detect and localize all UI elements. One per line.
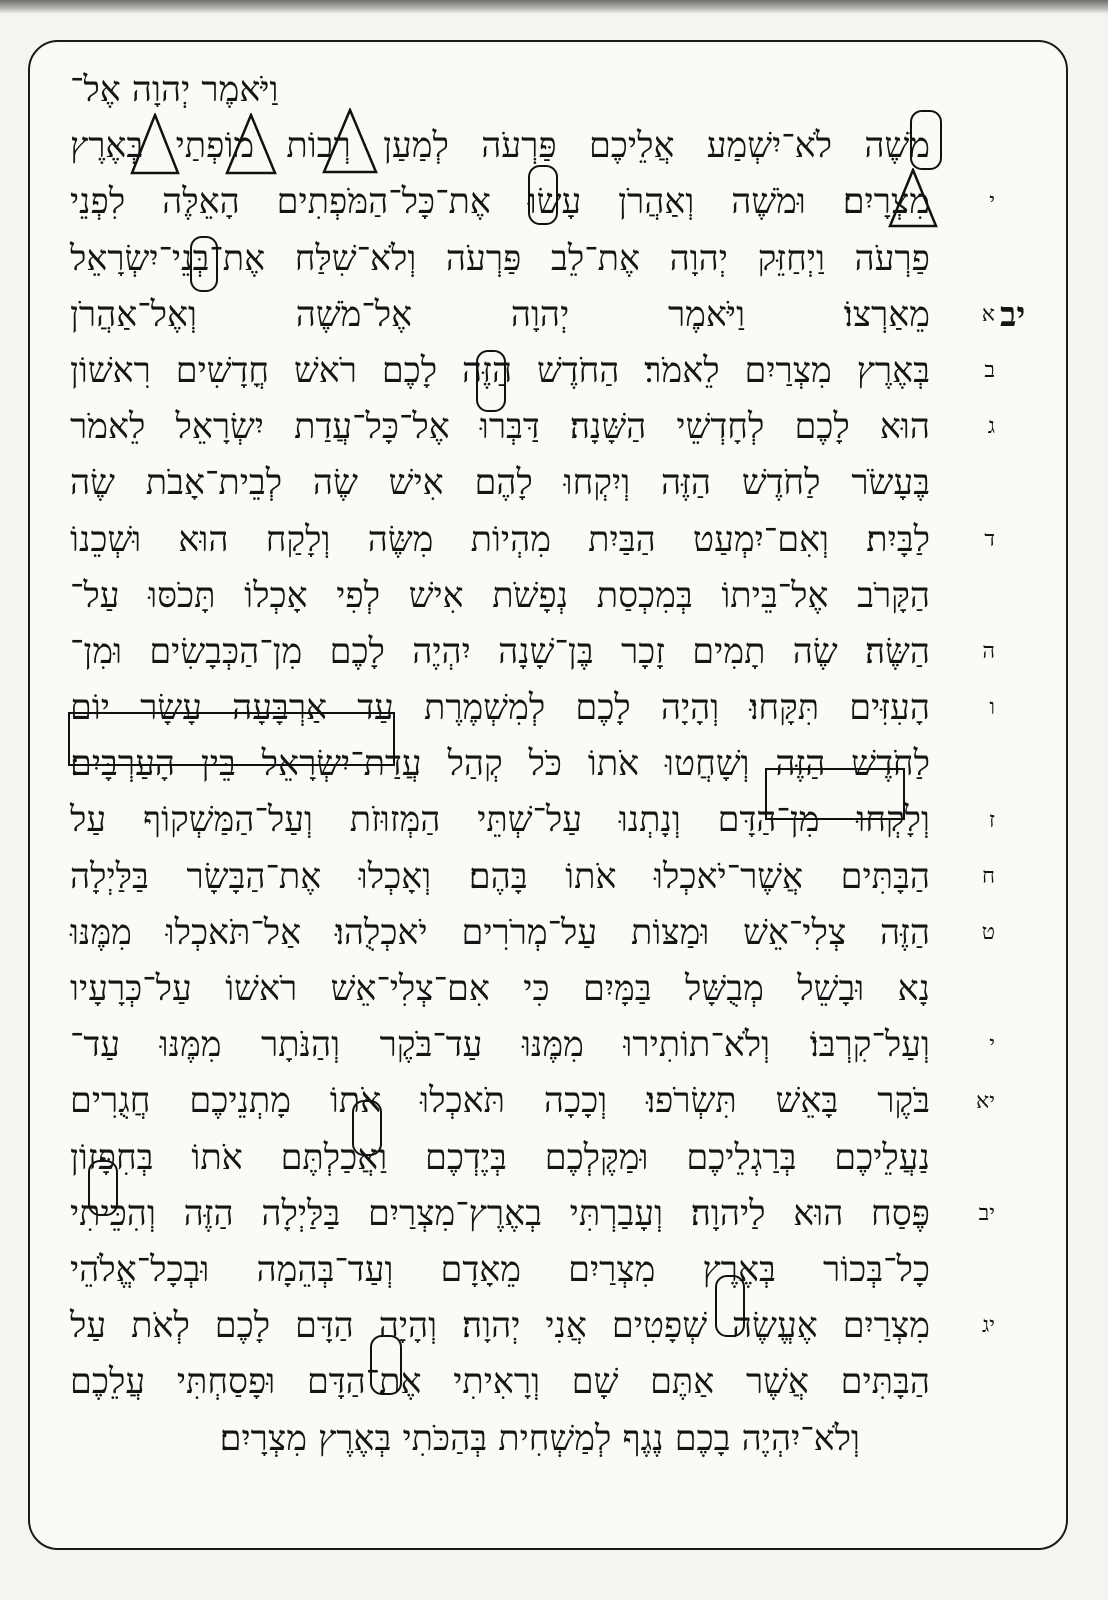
verse-number: יג	[981, 1313, 995, 1339]
circle-mark	[352, 1100, 382, 1156]
text-line: נַעֲלֵיכֶם בְּרַגְלֵיכֶם וּמַקֶּלְכֶם בְּיֶדְכֶם וַאֲכַלְתֶּם אֹתוֹ בְּחִפָּזוֹן	[70, 1137, 930, 1178]
text-line: הָעִזִּים תִּקָּחוּ׃ וְהָיָה לָכֶם לְמִשְׁמֶרֶת עַד אַרְבָּעָה עָשָׂר יוֹם	[70, 688, 930, 729]
text-line: הַבָּתִּים אֲשֶׁר־יֹאכְלוּ אֹתוֹ בָּהֶם׃ וְאָכְלוּ אֶת־הַבָּשָׂר בַּלַּיְלָה	[70, 856, 930, 897]
text-line: נָא וּבָשֵׁל מְבֻשָּׁל בַּמָּיִם כִּי אִם־צְלִי־אֵשׁ רֹאשׁוֹ עַל־כְּרָעָיו	[70, 969, 930, 1009]
text-line: מֹשֶׁה לֹא־יִשְׁמַע אֲלֵיכֶם פַּרְעֹה לְמַעַן רְבוֹת מוֹפְתַי בְּאֶרֶץ	[70, 126, 930, 167]
verse-number: ד	[984, 526, 995, 552]
verse-number: ו	[989, 695, 995, 721]
triangle-mark	[322, 108, 378, 174]
triangle-mark	[888, 168, 938, 228]
box-mark	[765, 768, 905, 820]
text-line: לַבָּיִת׃ וְאִם־יִמְעַט הַבַּיִת מִהְיוֹת מִשֶּׂה וְלָקַח הוּא וּשְׁכֵנוֹ	[70, 519, 930, 560]
verse-number: ח	[981, 863, 995, 889]
triangle-mark	[130, 113, 180, 175]
text-line: לַחֹדֶשׁ הַזֶּה וְשָׁחֲטוּ אֹתוֹ כֹּל קְהַל עֲדַת־יִשְׂרָאֵל בֵּין הָעַרְבָּיִם׃	[70, 744, 930, 785]
text-line: הַשֶּׂה׃ שֶׂה תָמִים זָכָר בֶּן־שָׁנָה יִהְיֶה לָכֶם מִן־הַכְּבָשִׂים וּמִן־	[70, 631, 930, 672]
verse-number: ג	[987, 414, 995, 440]
chapter-number: יב	[1000, 295, 1026, 335]
text-line: וְעַל־קִרְבּוֹ׃ וְלֹא־תוֹתִירוּ מִמֶּנּוּ עַד־בֹּקֶר וְהַנֹּתָר מִמֶּנּוּ עַד־	[70, 1025, 930, 1066]
circle-mark	[190, 236, 218, 292]
circle-mark	[528, 165, 558, 225]
text-line	[70, 62, 930, 118]
circle-mark	[88, 1160, 118, 1216]
verse-number: ז	[988, 807, 995, 833]
verse-number: יא	[976, 1088, 995, 1114]
text-line: כָל־בְּכוֹר בְּאֶרֶץ מִצְרַיִם מֵאָדָם וְעַד־בְּהֵמָה וּבְכָל־אֱלֹהֵי	[70, 1249, 930, 1290]
triangle-mark	[225, 113, 277, 175]
text-line: מִצְרַיִם אֶעֱשֶׂה שְׁפָטִים אֲנִי יְהוָה׃ וְהָיָה הַדָּם לָכֶם לְאֹת עַל	[70, 1306, 930, 1347]
text-line: הַקָּרֹב אֶל־בֵּיתוֹ בְּמִכְסַת נְפָשֹׁת אִישׁ לְפִי אָכְלוֹ תָּכֹסּוּ עַל־	[70, 575, 930, 616]
scan-edge	[0, 0, 1108, 14]
verse-number: ב	[984, 358, 995, 383]
text-line: וְלֹא־יִהְיֶה בָכֶם נֶגֶף לְמַשְׁחִית בְּהַכֹּתִי בְּאֶרֶץ מִצְרָיִם׃	[219, 1418, 860, 1459]
text-line: הַבָּתִּים אֲשֶׁר אַתֶּם שָׁם וְרָאִיתִי אֶת־הַדָּם וּפָסַחְתִּי עֲלֵכֶם	[70, 1362, 930, 1403]
text-line: בֹּקֶר בָּאֵשׁ תִּשְׂרֹפוּ׃ וְכָכָה תֹּאכְלוּ אֹתוֹ מָתְנֵיכֶם חֲגֻרִים	[70, 1081, 930, 1122]
verse-number: ה	[982, 639, 995, 664]
line-text: וַיֹּאמֶר יְהוָה אֶל־	[70, 70, 279, 110]
text-line: פֶּסַח הוּא לַיהוָה׃ וְעָבַרְתִּי בְאֶרֶץ־מִצְרַיִם בַּלַּיְלָה הַזֶּה וְהִכֵּיתִי	[70, 1193, 930, 1234]
circle-mark	[476, 350, 506, 412]
text-line: הַזֶּה צְלִי־אֵשׁ וּמַצּוֹת עַל־מְרֹרִים יֹאכְלֻהוּ׃ אַל־תֹּאכְלוּ מִמֶּנּוּ	[70, 912, 930, 953]
text-line: הוּא לָכֶם לְחָדְשֵׁי הַשָּׁנָה׃ דַּבְּרוּ אֶל־כָּל־עֲדַת יִשְׂרָאֵל לֵאמֹר	[70, 407, 930, 448]
verse-number: יב	[978, 1201, 995, 1226]
text-line: וְלָקְחוּ מִן־הַדָּם וְנָתְנוּ עַל־שְׁתֵּי הַמְּזוּזֹת וְעַל־הַמַּשְׁקוֹף עַל	[70, 800, 930, 841]
text-line: בֶּעָשֹׂר לַחֹדֶשׁ הַזֶּה וְיִקְחוּ לָהֶם אִישׁ שֶׂה לְבֵית־אָבֹת שֶׂה	[70, 463, 930, 504]
circle-mark	[715, 1275, 745, 1337]
verse-number: י	[989, 189, 995, 215]
text-line: מֵאַרְצוֹ׃ וַיֹּאמֶר יְהוָה אֶל־מֹשֶׁה וְאֶל־אַהֲרֹן	[70, 294, 930, 335]
text-line: פַרְעֹה וַיְחַזֵּק יְהוָה אֶת־לֵב פַּרְעֹה וְלֹא־שִׁלַּח אֶת־בְּנֵי־יִשְׂרָאֵל	[70, 238, 930, 279]
circle-mark	[370, 1335, 402, 1395]
box-mark	[68, 712, 395, 766]
box-mark	[68, 712, 88, 714]
circle-mark	[910, 110, 942, 170]
text-line: מִצְרָיִם׃ וּמֹשֶׁה וְאַהֲרֹן עָשׂוּ אֶת־כָּל־הַמֹּפְתִים הָאֵלֶּה לִפְנֵי	[70, 182, 930, 223]
text-line: בְּאֶרֶץ מִצְרַיִם לֵאמֹר׃ הַחֹדֶשׁ הַזֶּה לָכֶם רֹאשׁ חֳדָשִׁים רִאשׁוֹן	[70, 350, 930, 391]
verse-number: י	[989, 1032, 995, 1058]
verse-number: א	[981, 301, 995, 327]
verse-number: ט	[981, 920, 995, 945]
